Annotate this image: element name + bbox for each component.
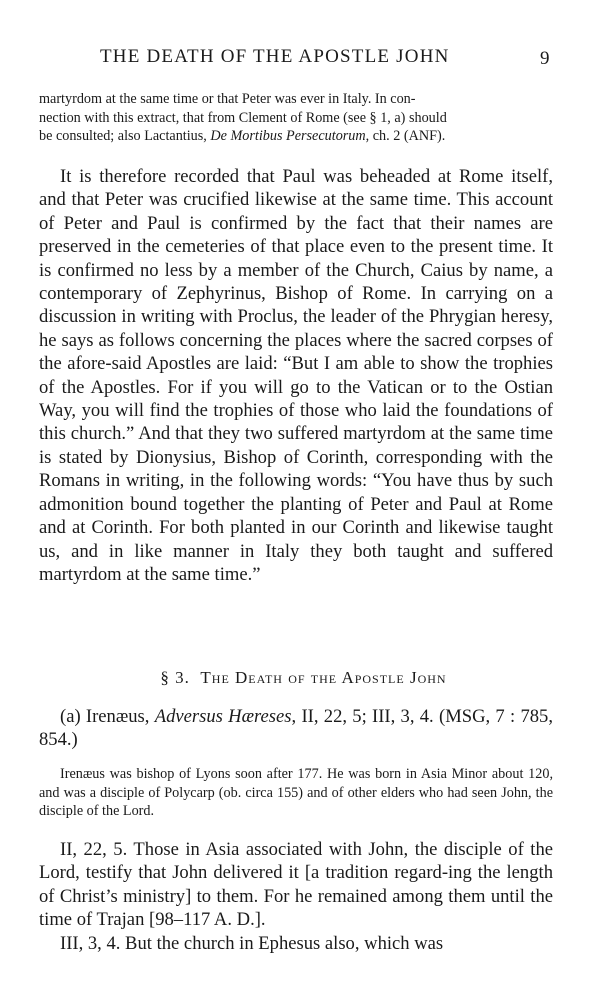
- source-marker: (a): [60, 706, 81, 727]
- migne-citation: (MSG, 7 : 785, 854.): [39, 706, 553, 751]
- section-number: § 3.: [160, 668, 190, 687]
- source-references: , II, 22, 5; III, 3, 4.: [291, 706, 434, 727]
- footnote-line-2: nection with this extract, that from Clement of Rome (see § 1, a) should: [39, 109, 447, 126]
- source-author: Irenæus,: [85, 706, 155, 727]
- footnote-line-1: martyrdom at the same time or that Peter was ever in Italy. In con-: [39, 91, 416, 107]
- section-heading: [0, 668, 607, 688]
- lactantius-work-title: De Mortibus Persecutorum: [210, 128, 366, 144]
- section-title: The Death of the Apostle John: [200, 668, 447, 687]
- paragraph-peter-and-paul: It is therefore recorded that Paul was beheaded at Rome itself, and that Peter was crucified likewise at the same time. This account of Peter and Paul is confirmed by the fact that their names are preserved in the cemeteries of that place even to the present time. It is confirmed no less by a member of the Church, Caius by name, a contemporary of Zephyrinus, Bishop of Rome. In carrying on a discussion in writing with Proclus, the leader of the Phrygian heresy, he says as follows concerning the places where the sacred corpses of the afore-said Apostles are laid: “But I am able to show the trophies of the Apostles. For if you will go to the Vatican or to the Ostian Way, you will find the trophies of those who laid the foundations of this church.” And that they two suffered martyrdom at the same time is stated by Dionysius, Bishop of Corinth, corresponding with the Romans in writing, in the following words: “You have thus by such admonition bound together the planting of Peter and Paul at Rome and at Corinth. For both planted in our Corinth and likewise taught us, and in like manner in Italy they both taught and suffered martyrdom at the same time.”: [39, 166, 553, 585]
- page-number: 9: [540, 48, 550, 69]
- paragraph-irenaeus-iii-3-4: III, 3, 4. But the church in Ephesus also, which was: [60, 933, 444, 954]
- page-header: [0, 46, 607, 76]
- paragraph-irenaeus-ii-22-5: II, 22, 5. Those in Asia associated with John, the disciple of the Lord, testify that John delivered it [a tradition regard-ing the length of Christ’s ministry] to them. For he remained among them until the time of Trajan [98–117 A. D.].: [39, 839, 553, 931]
- source-citation: [39, 705, 553, 752]
- source-work-title: Adversus Hæreses: [154, 706, 292, 727]
- running-title: THE DEATH OF THE APOSTLE JOHN: [100, 46, 450, 67]
- footnote-line-3-start: be consulted; also Lactantius,: [39, 128, 211, 144]
- footnote-line-3-end: , ch. 2 (ANF).: [365, 128, 446, 144]
- continued-footnote: [39, 90, 553, 146]
- irenaeus-intro-note: Irenæus was bishop of Lyons soon after 177. He was born in Asia Minor about 120, and was a disciple of Polycarp (ob. circa 155) and of other elders who had seen John, the disciple of the Lord.: [39, 766, 553, 819]
